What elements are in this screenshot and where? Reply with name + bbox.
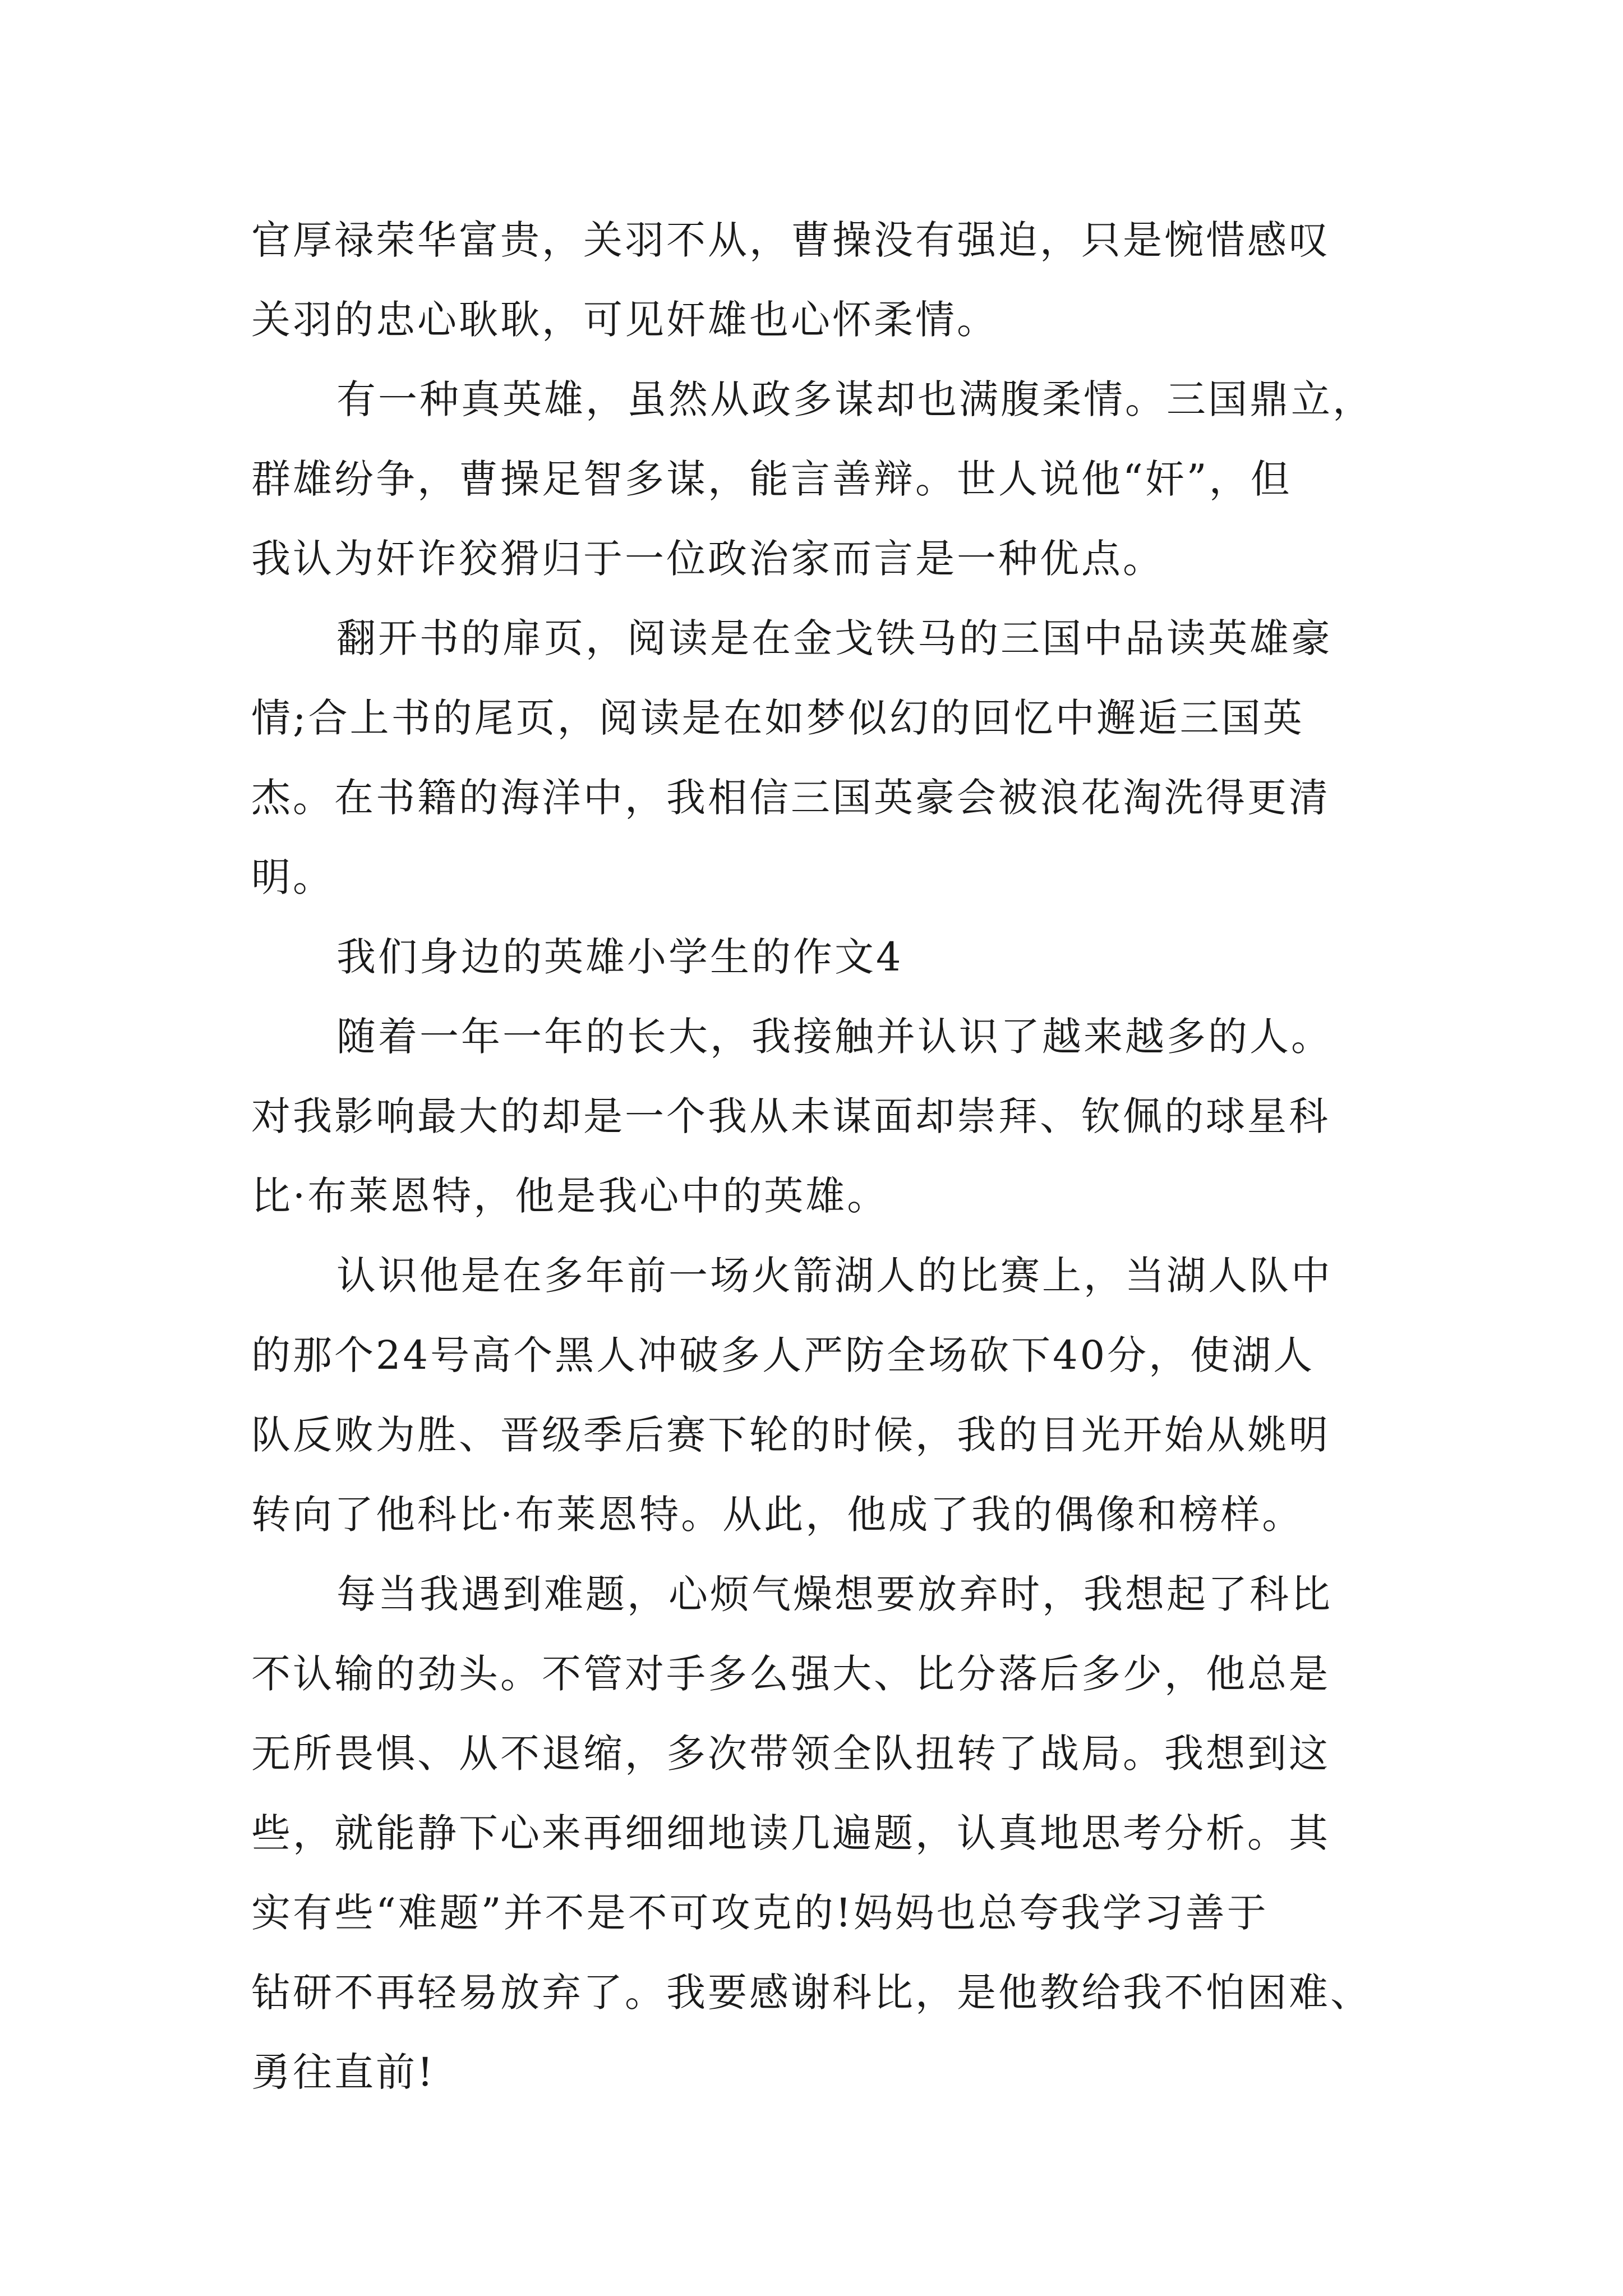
text-line: 官厚禄荣华富贵，关羽不从，曹操没有强迫，只是惋惜感叹 bbox=[251, 217, 1330, 263]
text-line: 翻开书的扉页，阅读是在金戈铁马的三国中品读英雄豪 bbox=[336, 615, 1332, 661]
text-line: 对我影响最大的却是一个我从未谋面却崇拜、钦佩的球星科 bbox=[251, 1093, 1330, 1139]
text-line: 实有些“难题”并不是不可攻克的!妈妈也总夸我学习善于 bbox=[251, 1890, 1269, 1936]
text-line: 勇往直前! bbox=[251, 2049, 436, 2095]
text-line: 无所畏惧、从不退缩，多次带领全队扭转了战局。我想到这 bbox=[251, 1731, 1330, 1777]
text-line: 明。 bbox=[251, 854, 334, 900]
text-line: 比·布莱恩特，他是我心中的英雄。 bbox=[251, 1173, 889, 1219]
text-line: 群雄纷争，曹操足智多谋，能言善辩。世人说他“奸”，但 bbox=[251, 456, 1292, 502]
text-line: 认识他是在多年前一场火箭湖人的比赛上，当湖人队中 bbox=[336, 1253, 1332, 1299]
text-line: 随着一年一年的长大，我接触并认识了越来越多的人。 bbox=[336, 1014, 1332, 1060]
text-line: 有一种真英雄，虽然从政多谋却也满腹柔情。三国鼎立， bbox=[336, 376, 1374, 422]
text-line: 关羽的忠心耿耿，可见奸雄也心怀柔情。 bbox=[251, 297, 998, 343]
text-line: 情;合上书的尾页，阅读是在如梦似幻的回忆中邂逅三国英 bbox=[251, 695, 1304, 741]
text-line: 杰。在书籍的海洋中，我相信三国英豪会被浪花淘洗得更清 bbox=[251, 775, 1330, 821]
text-line: 的那个24号高个黑人冲破多人严防全场砍下40分，使湖人 bbox=[251, 1332, 1315, 1378]
text-line: 我认为奸诈狡猾归于一位政治家而言是一种优点。 bbox=[251, 536, 1164, 582]
text-line: 转向了他科比·布莱恩特。从此，他成了我的偶像和榜样。 bbox=[251, 1492, 1304, 1538]
text-line: 每当我遇到难题，心烦气燥想要放弃时，我想起了科比 bbox=[336, 1571, 1332, 1617]
section-heading: 我们身边的英雄小学生的作文4 bbox=[336, 934, 903, 980]
text-line: 些，就能静下心来再细细地读几遍题，认真地思考分析。其 bbox=[251, 1810, 1330, 1856]
text-line: 不认输的劲头。不管对手多么强大、比分落后多少，他总是 bbox=[251, 1651, 1330, 1697]
text-line: 钻研不再轻易放弃了。我要感谢科比，是他教给我不怕困难、 bbox=[251, 1970, 1372, 2016]
text-line: 队反败为胜、晋级季后赛下轮的时候，我的目光开始从姚明 bbox=[251, 1412, 1330, 1458]
